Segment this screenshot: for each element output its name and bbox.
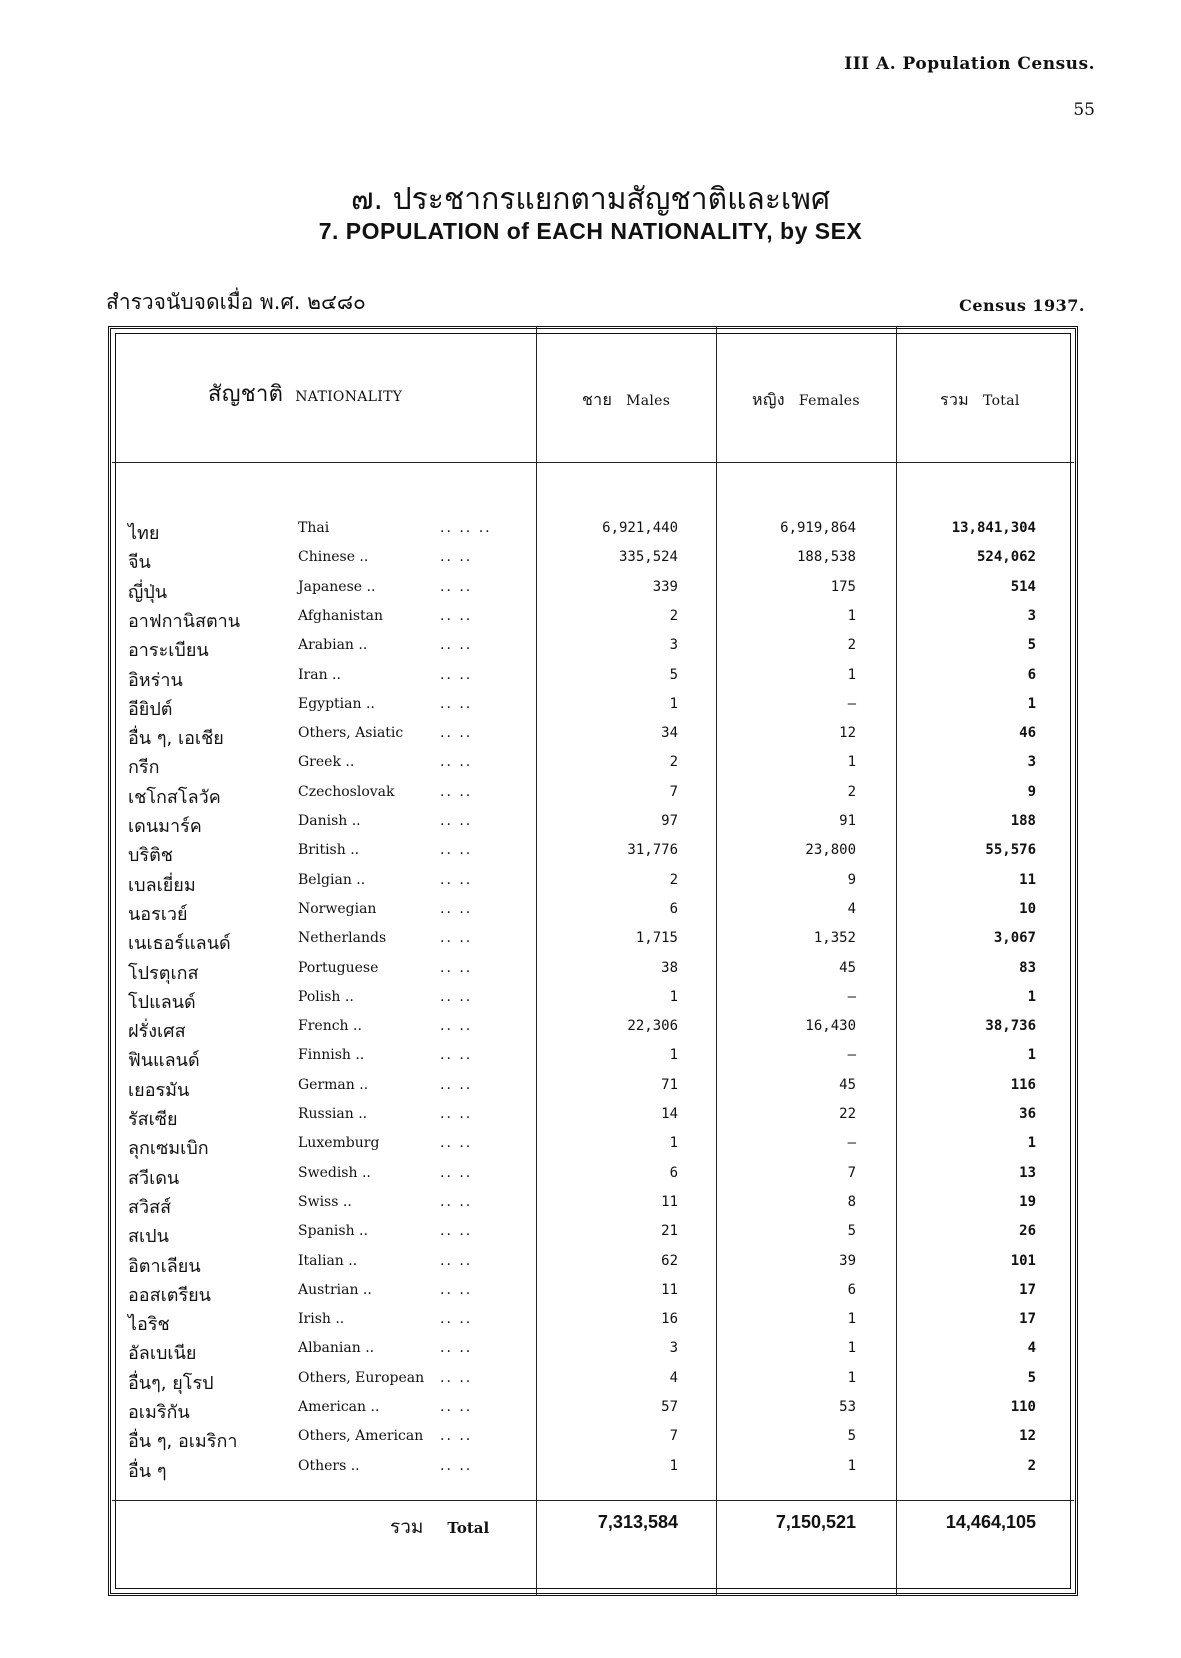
nationality-english: Irish .. bbox=[298, 1311, 345, 1328]
header-nationality-thai: สัญชาติ bbox=[208, 382, 284, 407]
table-row bbox=[0, 930, 1181, 959]
females-value: 188,538 bbox=[796, 549, 856, 566]
total-value: 116 bbox=[1010, 1076, 1036, 1093]
nationality-thai: ฝรั่งเศส bbox=[128, 1021, 186, 1043]
leader-dots: .. .. bbox=[440, 783, 473, 800]
nationality-english: Danish .. bbox=[298, 813, 361, 829]
nationality-english: Others .. bbox=[298, 1457, 360, 1474]
header-males-thai: ชาย bbox=[582, 390, 613, 409]
females-value: – bbox=[847, 695, 856, 712]
nationality-english: Polish .. bbox=[298, 988, 354, 1005]
table-row bbox=[0, 813, 1181, 842]
leader-dots: .. .. bbox=[440, 1340, 473, 1357]
table-row bbox=[0, 1370, 1181, 1399]
leader-dots: .. .. bbox=[440, 1399, 473, 1415]
males-value: 11 bbox=[661, 1193, 678, 1210]
nationality-thai: เนเธอร์แลนด์ bbox=[128, 933, 231, 955]
total-value: 3 bbox=[1027, 607, 1036, 624]
total-value: 188 bbox=[1010, 813, 1036, 829]
nationality-english: Swiss .. bbox=[298, 1193, 352, 1210]
leader-dots: .. .. bbox=[440, 666, 473, 683]
nationality-english: Japanese .. bbox=[298, 578, 376, 595]
females-value: 1 bbox=[847, 1457, 856, 1474]
nationality-english: Czechoslovak bbox=[298, 783, 395, 800]
males-value: 34 bbox=[661, 725, 678, 742]
total-value: 524,062 bbox=[976, 549, 1036, 566]
leader-dots: .. .. bbox=[440, 1311, 473, 1328]
total-value: 19 bbox=[1019, 1193, 1036, 1210]
males-value: 339 bbox=[652, 578, 678, 595]
leader-dots: .. .. bbox=[440, 1252, 473, 1269]
males-value: 6,921,440 bbox=[602, 520, 678, 536]
males-value: 71 bbox=[661, 1076, 678, 1093]
females-value: 8 bbox=[847, 1193, 856, 1210]
table-row bbox=[0, 1253, 1181, 1282]
nationality-thai: เยอรมัน bbox=[128, 1079, 190, 1101]
total-value: 10 bbox=[1019, 900, 1036, 917]
total-value: 110 bbox=[1010, 1399, 1036, 1415]
males-value: 335,524 bbox=[618, 549, 678, 566]
males-value: 5 bbox=[669, 666, 678, 683]
leader-dots: .. .. bbox=[440, 1457, 473, 1474]
males-value: 14 bbox=[661, 1106, 678, 1122]
nationality-thai: อื่น ๆ bbox=[128, 1460, 167, 1482]
total-value: 36 bbox=[1019, 1106, 1036, 1122]
total-value: 1 bbox=[1027, 1135, 1036, 1152]
table-row bbox=[0, 667, 1181, 696]
leader-dots: .. .. bbox=[440, 1018, 473, 1035]
table-row bbox=[0, 754, 1181, 783]
nationality-english: Iran .. bbox=[298, 666, 341, 683]
males-value: 62 bbox=[661, 1252, 678, 1269]
header-divider bbox=[112, 462, 1074, 463]
table-row bbox=[0, 1282, 1181, 1311]
total-value: 514 bbox=[1010, 578, 1036, 595]
header-total-eng: Total bbox=[983, 393, 1020, 409]
nationality-english: Italian .. bbox=[298, 1252, 358, 1269]
table-row bbox=[0, 842, 1181, 871]
leader-dots: .. .. bbox=[440, 695, 473, 712]
leader-dots: .. .. bbox=[440, 1281, 473, 1298]
leader-dots: .. .. bbox=[440, 930, 473, 947]
nationality-thai: ออสเตรียน bbox=[128, 1284, 211, 1306]
nationality-thai: อื่น ๆ, เอเชีย bbox=[128, 728, 224, 750]
nationality-thai: อาระเบียน bbox=[128, 640, 209, 662]
running-head: III A. Population Census. bbox=[844, 54, 1095, 74]
nationality-thai: อิตาเลียน bbox=[128, 1255, 201, 1277]
nationality-thai: เบลเยี่ยม bbox=[128, 874, 196, 896]
nationality-english: Portuguese bbox=[298, 959, 379, 976]
males-value: 4 bbox=[669, 1369, 678, 1386]
nationality-thai: ไอริช bbox=[128, 1314, 170, 1336]
females-value: 1 bbox=[847, 754, 856, 771]
total-divider bbox=[112, 1500, 1074, 1501]
total-label bbox=[390, 1512, 489, 1542]
total-value: 13 bbox=[1019, 1164, 1036, 1181]
males-value: 1 bbox=[669, 1047, 678, 1064]
table-row bbox=[0, 1458, 1181, 1487]
header-nationality-eng: NATIONALITY bbox=[295, 389, 403, 405]
females-value: – bbox=[847, 988, 856, 1005]
females-value: – bbox=[847, 1047, 856, 1064]
table-row bbox=[0, 872, 1181, 901]
females-value: 7 bbox=[847, 1164, 856, 1181]
leader-dots: .. .. bbox=[440, 607, 473, 624]
leader-dots: .. .. bbox=[440, 1047, 473, 1064]
leader-dots: .. .. bbox=[440, 1223, 473, 1240]
census-date-english: Census 1937. bbox=[959, 296, 1085, 315]
males-value: 11 bbox=[661, 1281, 678, 1298]
leader-dots: .. .. bbox=[440, 1369, 473, 1386]
males-value: 2 bbox=[669, 754, 678, 771]
females-value: 91 bbox=[839, 813, 856, 829]
total-value: 1 bbox=[1027, 988, 1036, 1005]
census-date-thai: สำรวจนับจดเมื่อ พ.ศ. ๒๔๘๐ bbox=[106, 290, 366, 314]
table-row bbox=[0, 1428, 1181, 1457]
females-value: 1 bbox=[847, 1369, 856, 1386]
leader-dots: .. .. .. bbox=[440, 520, 492, 536]
females-value: 12 bbox=[839, 725, 856, 742]
total-females: 7,150,521 bbox=[775, 1512, 856, 1532]
nationality-thai: ญี่ปุ่น bbox=[128, 581, 168, 603]
table-row bbox=[0, 901, 1181, 930]
total-value: 5 bbox=[1027, 1369, 1036, 1386]
total-total: 14,464,105 bbox=[945, 1512, 1036, 1532]
header-total bbox=[940, 388, 1020, 413]
header-females bbox=[752, 388, 860, 413]
leader-dots: .. .. bbox=[440, 842, 473, 859]
total-value: 26 bbox=[1019, 1223, 1036, 1240]
leader-dots: .. .. bbox=[440, 1193, 473, 1210]
leader-dots: .. .. bbox=[440, 813, 473, 829]
females-value: 45 bbox=[839, 1076, 856, 1093]
total-value: 55,576 bbox=[985, 842, 1036, 859]
table-row bbox=[0, 1047, 1181, 1076]
table-row bbox=[0, 1399, 1181, 1428]
header-females-eng: Females bbox=[798, 393, 860, 409]
nationality-thai: นอรเวย์ bbox=[128, 903, 188, 925]
title-thai: ๗. ประชากรแยกตามสัญชาติและเพศ bbox=[350, 182, 831, 217]
table-row bbox=[0, 549, 1181, 578]
females-value: 1 bbox=[847, 1311, 856, 1328]
nationality-english: Greek .. bbox=[298, 754, 355, 771]
total-value: 1 bbox=[1027, 695, 1036, 712]
table-row bbox=[0, 637, 1181, 666]
nationality-english: Others, American bbox=[298, 1428, 424, 1445]
leader-dots: .. .. bbox=[440, 871, 473, 888]
males-value: 3 bbox=[669, 1340, 678, 1357]
males-value: 38 bbox=[661, 959, 678, 976]
nationality-thai: รัสเซีย bbox=[128, 1109, 178, 1130]
leader-dots: .. .. bbox=[440, 959, 473, 976]
females-value: 23,800 bbox=[805, 842, 856, 859]
males-value: 1 bbox=[669, 1135, 678, 1152]
total-value: 11 bbox=[1019, 871, 1036, 888]
nationality-thai: อิหร่าน bbox=[128, 669, 183, 691]
females-value: 53 bbox=[839, 1399, 856, 1415]
total-males: 7,313,584 bbox=[597, 1512, 678, 1532]
header-males bbox=[582, 388, 670, 413]
leader-dots: .. .. bbox=[440, 1428, 473, 1445]
nationality-thai: อัลเบเนีย bbox=[128, 1343, 197, 1365]
table-row bbox=[0, 1018, 1181, 1047]
females-value: 45 bbox=[839, 959, 856, 976]
table-row bbox=[0, 784, 1181, 813]
total-label-thai: รวม bbox=[390, 1516, 424, 1538]
table-row bbox=[0, 1194, 1181, 1223]
nationality-english: Swedish .. bbox=[298, 1164, 371, 1181]
nationality-english: Others, Asiatic bbox=[298, 725, 404, 742]
nationality-english: Belgian .. bbox=[298, 871, 366, 888]
total-value: 3 bbox=[1027, 754, 1036, 771]
leader-dots: .. .. bbox=[440, 900, 473, 917]
males-value: 6 bbox=[669, 900, 678, 917]
nationality-thai: จีน bbox=[128, 552, 151, 574]
total-label-eng: Total bbox=[447, 1519, 490, 1537]
table-row bbox=[0, 696, 1181, 725]
females-value: 2 bbox=[847, 637, 856, 654]
males-value: 7 bbox=[669, 783, 678, 800]
total-value: 3,067 bbox=[993, 930, 1036, 947]
nationality-english: Russian .. bbox=[298, 1106, 368, 1122]
males-value: 97 bbox=[661, 813, 678, 829]
total-value: 1 bbox=[1027, 1047, 1036, 1064]
males-value: 21 bbox=[661, 1223, 678, 1240]
nationality-english: Others, European bbox=[298, 1369, 425, 1386]
total-value: 17 bbox=[1019, 1281, 1036, 1298]
males-value: 22,306 bbox=[627, 1018, 678, 1035]
header-males-eng: Males bbox=[626, 393, 671, 409]
nationality-english: French .. bbox=[298, 1018, 362, 1035]
nationality-thai: สวีเดน bbox=[128, 1167, 180, 1189]
nationality-thai: ลุกเซมเบิก bbox=[128, 1138, 209, 1160]
leader-dots: .. .. bbox=[440, 1076, 473, 1093]
nationality-thai: ฟินแลนด์ bbox=[128, 1050, 200, 1072]
nationality-english: Luxemburg bbox=[298, 1135, 380, 1152]
nationality-thai: อื่น ๆ, อเมริกา bbox=[128, 1431, 238, 1453]
header-females-thai: หญิง bbox=[752, 390, 785, 409]
leader-dots: .. .. bbox=[440, 1106, 473, 1122]
males-value: 57 bbox=[661, 1399, 678, 1415]
total-value: 83 bbox=[1019, 959, 1036, 976]
females-value: 6,919,864 bbox=[780, 520, 856, 536]
nationality-thai: อเมริกัน bbox=[128, 1402, 190, 1423]
leader-dots: .. .. bbox=[440, 754, 473, 771]
table-row bbox=[0, 1223, 1181, 1252]
table-row bbox=[0, 608, 1181, 637]
females-value: – bbox=[847, 1135, 856, 1152]
males-value: 31,776 bbox=[627, 842, 678, 859]
page-number: 55 bbox=[1073, 100, 1095, 120]
leader-dots: .. .. bbox=[440, 1135, 473, 1152]
nationality-english: Arabian .. bbox=[298, 637, 368, 654]
males-value: 2 bbox=[669, 871, 678, 888]
table-row bbox=[0, 1077, 1181, 1106]
total-value: 5 bbox=[1027, 637, 1036, 654]
total-value: 38,736 bbox=[985, 1018, 1036, 1035]
title-english: 7. POPULATION of EACH NATIONALITY, by SEX bbox=[318, 218, 863, 244]
males-value: 1,715 bbox=[635, 930, 678, 947]
table-row bbox=[0, 960, 1181, 989]
total-value: 9 bbox=[1027, 783, 1036, 800]
nationality-english: Austrian .. bbox=[298, 1281, 372, 1298]
males-value: 1 bbox=[669, 1457, 678, 1474]
nationality-thai: อาฟกานิสตาน bbox=[128, 610, 241, 632]
total-value: 17 bbox=[1019, 1311, 1036, 1328]
leader-dots: .. .. bbox=[440, 1164, 473, 1181]
females-value: 39 bbox=[839, 1252, 856, 1269]
males-value: 3 bbox=[669, 637, 678, 654]
nationality-thai: ไทย bbox=[128, 523, 160, 544]
females-value: 4 bbox=[847, 900, 856, 917]
total-value: 12 bbox=[1019, 1428, 1036, 1445]
females-value: 9 bbox=[847, 871, 856, 888]
leader-dots: .. .. bbox=[440, 578, 473, 595]
males-value: 7 bbox=[669, 1428, 678, 1445]
females-value: 1,352 bbox=[813, 930, 856, 947]
table-row bbox=[0, 725, 1181, 754]
nationality-english: Spanish .. bbox=[298, 1223, 368, 1240]
nationality-english: American .. bbox=[298, 1399, 380, 1415]
total-value: 46 bbox=[1019, 725, 1036, 742]
nationality-english: Egyptian .. bbox=[298, 695, 375, 712]
nationality-english: Netherlands bbox=[298, 930, 387, 947]
females-value: 1 bbox=[847, 1340, 856, 1357]
nationality-thai: เชโกสโลวัค bbox=[128, 786, 221, 808]
nationality-thai: โปแลนด์ bbox=[128, 991, 196, 1013]
males-value: 2 bbox=[669, 607, 678, 624]
table-row bbox=[0, 989, 1181, 1018]
leader-dots: .. .. bbox=[440, 988, 473, 1005]
nationality-english: Afghanistan bbox=[298, 607, 384, 624]
header-total-thai: รวม bbox=[940, 390, 970, 409]
total-value: 101 bbox=[1010, 1252, 1036, 1269]
nationality-english: Albanian .. bbox=[298, 1340, 375, 1357]
nationality-thai: โปรตุเกส bbox=[128, 962, 199, 984]
nationality-thai: บริติช bbox=[128, 845, 173, 867]
table-row bbox=[0, 579, 1181, 608]
nationality-english: British .. bbox=[298, 842, 360, 859]
nationality-thai: เดนมาร์ค bbox=[128, 816, 202, 837]
females-value: 1 bbox=[847, 666, 856, 683]
table-row bbox=[0, 1340, 1181, 1369]
nationality-thai: กรีก bbox=[128, 757, 160, 779]
females-value: 5 bbox=[847, 1428, 856, 1445]
table-row bbox=[0, 1311, 1181, 1340]
table-row bbox=[0, 1135, 1181, 1164]
females-value: 1 bbox=[847, 607, 856, 624]
males-value: 16 bbox=[661, 1311, 678, 1328]
table-row bbox=[0, 520, 1181, 549]
females-value: 175 bbox=[830, 578, 856, 595]
nationality-english: Finnish .. bbox=[298, 1047, 365, 1064]
total-value: 6 bbox=[1027, 666, 1036, 683]
nationality-english: Chinese .. bbox=[298, 549, 369, 566]
nationality-thai: สเปน bbox=[128, 1226, 169, 1248]
total-value: 4 bbox=[1027, 1340, 1036, 1357]
females-value: 2 bbox=[847, 783, 856, 800]
nationality-english: Thai bbox=[298, 520, 330, 536]
nationality-english: Norwegian bbox=[298, 900, 377, 917]
table-row bbox=[0, 1106, 1181, 1135]
table-row bbox=[0, 1165, 1181, 1194]
leader-dots: .. .. bbox=[440, 637, 473, 654]
nationality-english: German .. bbox=[298, 1076, 369, 1093]
females-value: 6 bbox=[847, 1281, 856, 1298]
leader-dots: .. .. bbox=[440, 725, 473, 742]
males-value: 1 bbox=[669, 695, 678, 712]
leader-dots: .. .. bbox=[440, 549, 473, 566]
total-value: 13,841,304 bbox=[951, 520, 1036, 536]
females-value: 22 bbox=[839, 1106, 856, 1122]
males-value: 1 bbox=[669, 988, 678, 1005]
nationality-thai: อียิปต์ bbox=[128, 698, 173, 720]
females-value: 16,430 bbox=[805, 1018, 856, 1035]
females-value: 5 bbox=[847, 1223, 856, 1240]
nationality-thai: อื่นๆ, ยุโรป bbox=[128, 1372, 214, 1394]
header-nationality bbox=[208, 376, 402, 411]
nationality-thai: สวิสส์ bbox=[128, 1196, 172, 1218]
total-value: 2 bbox=[1027, 1457, 1036, 1474]
males-value: 6 bbox=[669, 1164, 678, 1181]
